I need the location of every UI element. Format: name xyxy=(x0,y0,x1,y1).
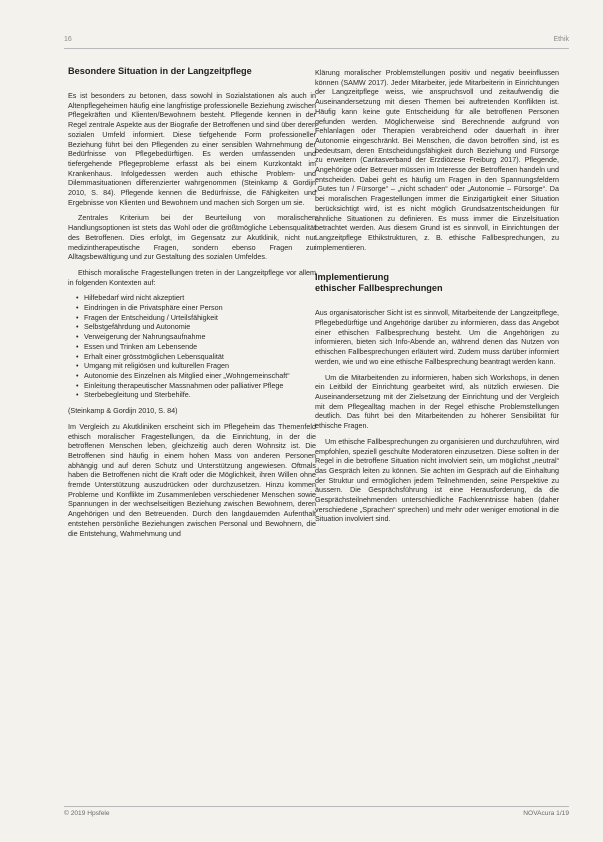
paragraph: Klärung moralischer Problemstellungen positiv und negativ beeinflussen können (SAMW 2017). Jeder Mitarbeiter, jede Mitarbeiterin in Einrichtungen der Langzeitpflege weiss, wie anspruchsvoll und zeitaufwendig die Auseinandersetzung mit diesen Themen bei auftretenden Konflikten ist. Häufig kann keine gute Entscheidung für alle betroffenen Personen gefunden werden. Möglicherweise sind Berechnende aufgrund von Fehlanlagen oder Therapien verabreichend oder dauerhaft in ihrer Autonomie eingeschränkt. Bei Menschen, die davon betroffen sind, ist es bedeutsam, deren Entscheidungsfähigkeit durch Beziehung und Fürsorge zu erweitern (Caritasverband der Erzdiözese Freiburg 2017). Pflegende, Angehörige oder Betreuer müssen im Interesse der Betroffenen handeln und entscheiden. Dabei geht es häufig um Fragen in den Spannungsfeldern „Gutes tun / Fürsorge“ – „nicht schaden“ oder „Autonomie – Fürsorge“. Da bei moralischen Fragestellungen immer die Einzigartigkeit einer Situation berücksichtigt wird, ist es nicht möglich Grundsatzentscheidungen für ähnliche Situationen zu definieren. Es muss immer die Einzelsituation betrachtet werden. Aus diesem Grund ist es sinnvoll, in Einrichtungen der Langzeitpflege Ethikstrukturen, z. B. ethische Fallbesprechungen, zu implementieren. xyxy=(315,68,559,252)
list-item: • Autonomie des Einzelnen als Mitglied einer „Wohngemeinschaft“ xyxy=(78,371,316,381)
copyright: © 2019 Hpsfele xyxy=(64,810,110,817)
running-footer xyxy=(64,810,569,822)
running-header xyxy=(64,36,569,48)
paragraph: Um ethische Fallbesprechungen zu organisieren und durchzuführen, wird empfohlen, speziell geschulte Moderatoren einzusetzen. Diese sollten in der Regel in die betroffene Situation nicht involviert sein, um möglichst „neutral“ das Gespräch leiten zu können. Sie achten im Gespräch auf die Einhaltung der Struktur und ermöglichen jedem Teilnehmenden, seine Perspektive zu äussern. Die Gesprächsführung ist eine Herausforderung, da die Gesprächsteilnehmenden unterschiedliche Fachkenntnisse haben (daher verschiedene „Sprachen“ sprechen) und mehr oder weniger emotional in die Situation involviert sind. xyxy=(315,436,559,524)
paragraph: Es ist besonders zu betonen, dass sowohl in Sozialstationen als auch in Altenpflegeheimen häufig eine langfristige professionelle Beziehung zwischen Pflegekräften und Klienten/Bewohnern besteht. Pflegende kennen in der Regel zentrale Aspekte aus der Biografie der Betroffenen und sind über deren sozialen Umfeld informiert. Diese tiefgehende Form professioneller Beziehung führt bei den Pflegenden zu einer sensiblen Wahrnehmung der Bedürfnisse von Pflegebedürftigen. Es werden umfassenden und tiefergehende Pflegeprobleme erfasst als bei einem Kurzkontakt im Krankenhaus. Infolgedessen werden auch ethische Problem- und Dilemmasituationen differenzierter wahrgenommen (Steinkamp & Gordijn 2010, S. 84). Pflegende kennen die Bedürfnisse, die Fähigkeiten und Ergebnisse von Klienten und Bewohnern und machen sich Sorgen um sie. xyxy=(68,91,316,207)
list-item: • Fragen der Entscheidung / Urteilsfähigkeit xyxy=(78,313,316,323)
header-rule xyxy=(64,48,569,49)
page-number: 16 xyxy=(64,36,72,43)
list-item: • Erhalt einer grösstmöglichen Lebensqualität xyxy=(78,352,316,362)
context-list xyxy=(68,293,316,400)
list-item: • Eindringen in die Privatsphäre einer Person xyxy=(78,303,316,313)
journal-issue: NOVAcura 1/19 xyxy=(523,810,569,817)
list-item: • Sterbebegleitung und Sterbehilfe. xyxy=(78,390,316,400)
list-item: • Hilfebedarf wird nicht akzeptiert xyxy=(78,293,316,303)
citation: (Steinkamp & Gordijn 2010, S. 84) xyxy=(68,406,178,416)
list-item: • Umgang mit religiösen und kulturellen Fragen xyxy=(78,361,316,371)
right-column xyxy=(315,68,559,530)
list-item: • Selbstgefährdung und Autonomie xyxy=(78,322,316,332)
list-item: • Einleitung therapeutischer Massnahmen oder palliativer Pflege xyxy=(78,381,316,391)
section-label: Ethik xyxy=(553,36,569,43)
section-heading-langzeitpflege: Besondere Situation in der Langzeitpflege xyxy=(68,66,252,76)
list-item: • Essen und Trinken am Lebensende xyxy=(78,342,316,352)
paragraph: Im Vergleich zu Akutkliniken erscheint sich im Pflegeheim das Themenfeld ethisch moralischer Fragestellungen, da die Einrichtung, in der die betroffenen Menschen leben, gleichzeitig auch deren Wohnsitz ist. Die Betroffenen sind häufig in einem hohen Mass von anderen Personen abhängig und auf deren Schutz und Unterstützung angewiesen. Oftmals haben die Betroffenen nicht die Kraft oder die Möglichkeit, ihren Willen ohne fremde Unterstützung auszudrücken oder durchzusetzen. Hinzu kommen Probleme und Konflikte im Zusammenleben verschiedener Menschen sowie Spannungen in der wechselseitigen Beziehung zwischen Bewohnern, deren Angehörigen und den Betreuenden. Durch den langdauernden Aufenthalt entstehen persönliche Beziehungen zwischen Personal und Bewohnern, die die Entstehung, Wahrnehmung und xyxy=(68,421,316,538)
heading-line: Implementierung xyxy=(315,272,390,283)
paragraph: Aus organisatorischer Sicht ist es sinnvoll, Mitarbeitende der Langzeitpflege, Pflegebedürftige und Angehörige darüber zu informieren, dass das Angebot einer ethischen Fallbesprechung besteht. Um die Angehörigen zu informieren, bieten sich Info-Abende an, während denen das Nutzen von ethischen Fallbesprechungen erläutert wird. Zudem muss darüber informiert werden, wie und wo eine ethische Fallbesprechung beantragt werden kann. xyxy=(315,308,559,366)
paragraph: Ethisch moralische Fragestellungen treten in der Langzeitpflege vor allem in folgenden Kontexten auf: xyxy=(68,267,316,287)
list-item: • Verweigerung der Nahrungsaufnahme xyxy=(78,332,316,342)
footer-rule xyxy=(64,806,569,807)
paragraph: Um die Mitarbeitenden zu informieren, haben sich Workshops, in denen ein Leitbild der Einrichtung gearbeitet wird, als nützlich erwiesen. Die Auseinandersetzung mit der Zielsetzung der Einrichtung und der Vergleich mit dem Pflegealltag machen in der Regel ethische Problemstellungen deutlich. Das führt bei den Mitarbeitenden zu höherer Sensibilität für ethische Fragen. xyxy=(315,372,559,431)
left-column xyxy=(68,62,316,544)
heading-line: ethischer Fallbesprechungen xyxy=(315,283,443,294)
section-heading-implementierung xyxy=(315,272,559,294)
paragraph: Zentrales Kriterium bei der Beurteilung von moralischen Handlungsoptionen ist stets das Wohl oder die größtmögliche Lebensqualität des Betroffenen. Dies erfolgt, im Gegensatz zur Akutklinik, nicht nur medizintherapeutische Fragen, sondern ebenso Fragen zur Alltagsbewältigung und zur Gestaltung des sozialen Umfeldes. xyxy=(68,213,316,262)
